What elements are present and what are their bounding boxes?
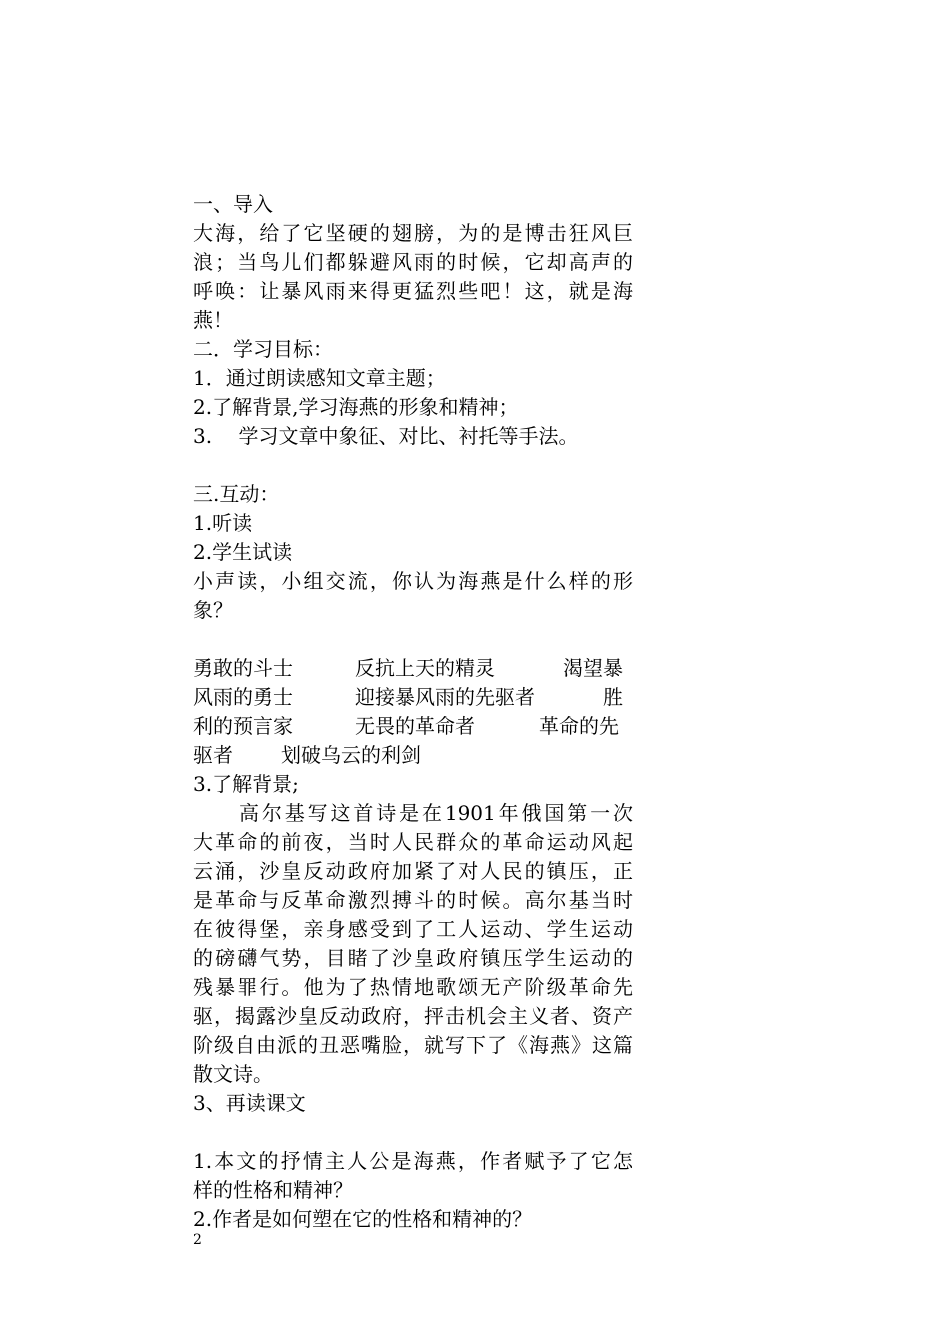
background-line: 云涌，沙皇反动政府加紧了对人民的镇压，正 xyxy=(193,859,633,883)
blank-line xyxy=(193,451,633,480)
image-term: 驱者 xyxy=(193,743,233,767)
document-body xyxy=(193,190,633,1234)
image-terms-row xyxy=(193,712,633,741)
image-terms-row xyxy=(193,741,633,770)
background-line: 的磅礴气势，目睹了沙皇政府镇压学生运动的 xyxy=(193,946,633,970)
background-line: 残暴罪行。他为了热情地歌颂无产阶级革命先 xyxy=(193,975,633,999)
image-terms-row xyxy=(193,654,633,683)
prompt-line: 小声读，小组交流，你认为海燕是什么样的形 xyxy=(193,569,633,593)
blank-line xyxy=(193,625,633,654)
section-heading-interaction: 三.互动： xyxy=(193,482,280,506)
image-term: 划破乌云的利剑 xyxy=(281,743,421,767)
section-heading-reread: 3、再读课文 xyxy=(193,1091,306,1115)
image-term: 胜 xyxy=(603,685,623,709)
page-number: 2 xyxy=(193,1232,202,1248)
image-term: 勇敢的斗士 xyxy=(193,656,293,680)
intro-line: 大海，给了它坚硬的翅膀，为的是博击狂风巨 xyxy=(193,221,633,245)
intro-line: 燕！ xyxy=(193,308,233,332)
image-term: 风雨的勇士 xyxy=(193,685,293,709)
background-line: 散文诗。 xyxy=(193,1062,273,1086)
background-line: 高尔基写这首诗是在1901年俄国第一次 xyxy=(239,801,633,825)
background-line: 在彼得堡，亲身感受到了工人运动、学生运动 xyxy=(193,917,633,941)
intro-line: 浪；当鸟儿们都躲避风雨的时候，它却高声的 xyxy=(193,250,633,274)
goal-item: 2.了解背景,学习海燕的形象和精神； xyxy=(193,395,519,419)
blank-line xyxy=(193,1118,633,1147)
background-line: 阶级自由派的丑恶嘴脸，就写下了《海燕》这篇 xyxy=(193,1033,633,1057)
question-line: 2.作者是如何塑在它的性格和精神的？ xyxy=(193,1207,533,1231)
background-line: 大革命的前夜，当时人民群众的革命运动风起 xyxy=(193,830,633,854)
image-terms-row xyxy=(193,683,633,712)
step-listen: 1.听读 xyxy=(193,511,253,535)
prompt-line: 象？ xyxy=(193,598,233,622)
goal-item: 1．通过朗读感知文章主题； xyxy=(193,366,446,390)
step-student-read: 2.学生试读 xyxy=(193,540,293,564)
image-term: 反抗上天的精灵 xyxy=(355,656,495,680)
background-line: 是革命与反革命激烈搏斗的时候。高尔基当时 xyxy=(193,888,633,912)
image-term: 革命的先 xyxy=(539,714,619,738)
image-term: 渴望暴 xyxy=(563,656,623,680)
image-term: 利的预言家 xyxy=(193,714,293,738)
image-term: 迎接暴风雨的先驱者 xyxy=(355,685,535,709)
section-heading-intro: 一、导入 xyxy=(193,192,273,216)
image-term: 无畏的革命者 xyxy=(355,714,475,738)
goal-item: 3. 学习文章中象征、对比、衬托等手法。 xyxy=(193,424,579,448)
step-background: 3.了解背景; xyxy=(193,772,299,796)
intro-line: 呼唤：让暴风雨来得更猛烈些吧！这，就是海 xyxy=(193,279,633,303)
question-line: 样的性格和精神？ xyxy=(193,1178,353,1202)
section-heading-goals: 二．学习目标： xyxy=(193,337,333,361)
question-line: 1.本文的抒情主人公是海燕，作者赋予了它怎 xyxy=(193,1149,633,1173)
background-line: 驱，揭露沙皇反动政府，抨击机会主义者、资产 xyxy=(193,1004,633,1028)
